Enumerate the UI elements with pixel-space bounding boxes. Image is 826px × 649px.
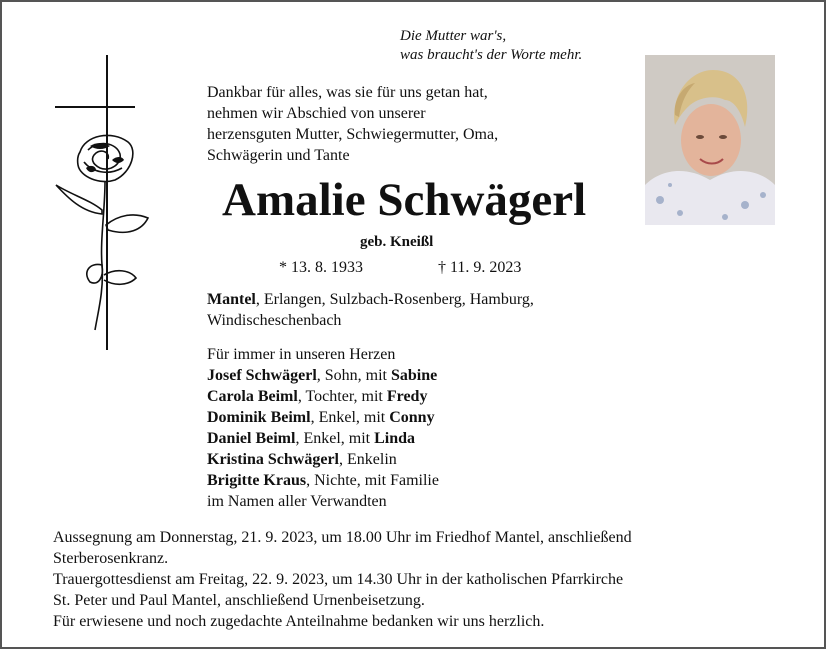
mourner-relation: , Enkelin [339, 451, 397, 468]
footer-line: Aussegnung am Donnerstag, 21. 9. 2023, um 18.00 Uhr im Friedhof Mantel, anschließend [53, 529, 632, 546]
mourner-partner: Fredy [386, 388, 428, 405]
intro-line: Schwägerin und Tante [207, 147, 350, 164]
list-item [207, 386, 439, 407]
quote-line: Die Mutter war's, [400, 28, 507, 44]
list-item [207, 407, 439, 428]
places-line: Windischeschenbach [207, 312, 342, 329]
mourner-name: Josef Schwägerl [207, 367, 317, 384]
mourner-partner: Conny [389, 409, 435, 426]
service-info [53, 527, 632, 632]
mourners-list [207, 344, 439, 512]
footer-line: Für erwiesene und noch zugedachte Anteilnahme bedanken wir uns herzlich. [53, 613, 545, 630]
list-item [207, 428, 439, 449]
places [207, 289, 534, 331]
mourner-relation: , Enkel, mit [310, 409, 390, 426]
intro-line: nehmen wir Abschied von unserer [207, 105, 426, 122]
list-item [207, 365, 439, 386]
mourner-relation: , Sohn, mit [316, 367, 391, 384]
places-primary: Mantel [207, 291, 256, 308]
quote-line: was braucht's der Worte mehr. [400, 47, 583, 63]
birth-date: * 13. 8. 1933 [279, 259, 363, 276]
mourner-name: Carola Beiml [207, 388, 298, 405]
death-date: † 11. 9. 2023 [438, 259, 522, 276]
mourner-relation: , Tochter, mit [297, 388, 387, 405]
footer-line: Sterberosenkranz. [53, 550, 169, 567]
mourner-name: Brigitte Kraus [207, 472, 307, 489]
places-line [207, 289, 534, 310]
intro-line: Dankbar für alles, was sie für uns getan hat, [207, 84, 488, 101]
mourner-partner: Sabine [391, 367, 438, 384]
cross-with-rose-icon [50, 50, 160, 355]
mourner-name: Kristina Schwägerl [207, 451, 339, 468]
epitaph-quote [400, 27, 582, 65]
mourner-partner: Linda [374, 430, 416, 447]
maiden-name: geb. Kneißl [360, 234, 434, 250]
footer-line: Trauergottesdienst am Freitag, 22. 9. 2023, um 14.30 Uhr in der katholischen Pfarrkirche [53, 571, 624, 588]
mourner-name: Daniel Beiml [207, 430, 296, 447]
mourner-relation: , Enkel, mit [295, 430, 375, 447]
deceased-name: Amalie Schwägerl [222, 174, 587, 226]
list-item [207, 470, 439, 491]
footer-line: St. Peter und Paul Mantel, anschließend Urnenbeisetzung. [53, 592, 425, 609]
mourners-closing: im Namen aller Verwandten [207, 493, 387, 510]
mourner-relation: , Nichte, mit Familie [306, 472, 439, 489]
intro-text [207, 82, 498, 166]
mourner-name: Dominik Beiml [207, 409, 311, 426]
mourners-heading: Für immer in unseren Herzen [207, 346, 396, 363]
intro-line: herzensguten Mutter, Schwiegermutter, Oma, [207, 126, 499, 143]
places-rest: , Erlangen, Sulzbach-Rosenberg, Hamburg, [255, 291, 534, 308]
list-item [207, 449, 439, 470]
portrait-photo [645, 55, 775, 225]
